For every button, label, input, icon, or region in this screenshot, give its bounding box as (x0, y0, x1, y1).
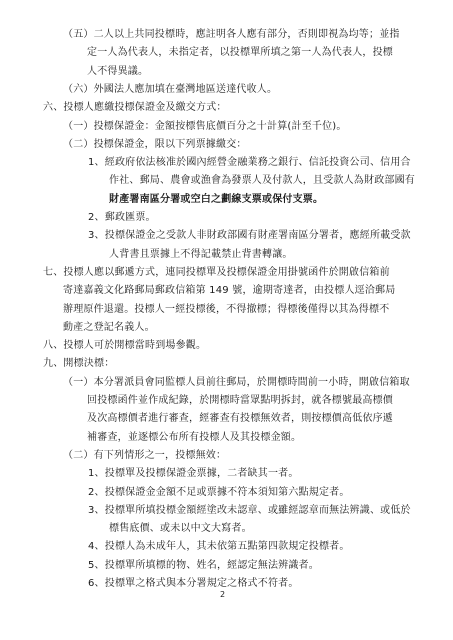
text-line: （五）二人以上共同投標時，應註明各人應有部分，否則即視為均等；並指 (63, 29, 400, 40)
text-line: 5、投標單所填標的物、姓名，經認定無法辨識者。 (88, 559, 319, 571)
text-line: 八、投標人可於開標當時到場參觀。 (43, 340, 207, 352)
text-line: （六）外國法人應加填在臺灣地區送達代收人。 (63, 83, 278, 95)
text-line: 六、投標人應繳投標保證金及繳交方式： (43, 102, 227, 114)
text-line: 九、開標決標： (43, 358, 115, 370)
text-line: 3、投標單所填投標金額經塗改未認章、或雖經認章而無法辨識、或低於 (88, 504, 411, 516)
text-line: 2、郵政匯票。 (88, 212, 156, 223)
text-line: 辦理原件退還。投標人一經投標後，不得撤標；得標後僅得以其為得標不 (63, 303, 390, 315)
text-line: 補審查，並逐標公布所有投標人及其投標金額。 (87, 431, 302, 443)
text-line: （二）有下列情形之一，投標無效： (63, 449, 227, 461)
text-line: 動產之登記名義人。 (63, 321, 155, 333)
text-line: 2、投標保證金金額不足或票據不符本須知第六點規定者。 (88, 486, 350, 498)
text-line: 6、投標單之格式與本分署規定之格式不符者。 (88, 578, 299, 589)
text-line: 人背書且票據上不得記載禁止背書轉讓。 (109, 248, 293, 260)
text-line: （二）投標保證金，限以下列票據繳交： (63, 138, 247, 150)
text-line: 3、投標保證金之受款人非財政部國有財產署南區分署者，應經所載受款 (88, 230, 411, 242)
text-line: 回投標函件並作成紀錄，於開標時當眾點明拆封，就各標號最高標價 (87, 395, 393, 406)
text-line: 及次高標價者進行審查，經審查有投標無效者，則按標價高低依序遞 (87, 413, 393, 425)
text-line: 七、投標人應以郵遞方式，連同投標單及投標保證金用掛號函件於開啟信箱前 (43, 266, 390, 278)
text-line: 1、投標單及投標保證金票據，二者缺其一者。 (88, 468, 299, 480)
text-line: （一）本分署派員會同監標人員前往郵局，於開標時間前一小時，開啟信箱取 (63, 376, 410, 388)
text-line: 寄達嘉義文化路郵局郵政信箱第 149 號，逾期寄達者，由投標人逕洽郵局 (63, 285, 396, 297)
text-line: 標售底價、或未以中文大寫者。 (109, 523, 252, 535)
text-line: 作社、郵局、農會或漁會為發票人及付款人，且受款人為財政部國有 (109, 175, 415, 187)
text-line: 人不得異議。 (87, 65, 149, 77)
text-line: 1、經政府依法核准於國內經營金融業務之銀行、信託投資公司、信用合 (88, 157, 411, 169)
text-line: 財產署南區分署或空白之劃線支票或保付支票。 (109, 193, 324, 205)
page-number: 2 (220, 590, 226, 599)
text-line: （一）投標保證金：金額按標售底價百分之十計算(計至千位)。 (63, 120, 347, 132)
text-line: 4、投標人為未成年人，其未依第五點第四款規定投標者。 (88, 541, 350, 553)
text-line: 定一人為代表人，未指定者，以投標單所填之第一人為代表人，投標 (87, 47, 393, 59)
